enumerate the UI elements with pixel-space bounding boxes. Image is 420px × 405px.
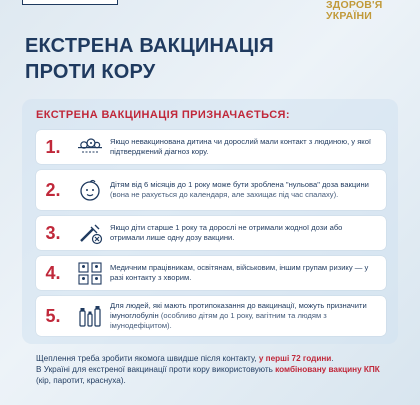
item-text: Дітям від 6 місяців до 1 року може бути зроблена "нульова" доза вакцини bbox=[110, 180, 369, 189]
footer-line-1-emphasis: у перші 72 години bbox=[258, 354, 332, 363]
item-number: 4. bbox=[45, 262, 61, 283]
footer-note bbox=[36, 353, 396, 386]
item-text: Для людей, які мають протипоказання до вакцинації, можуть призначити імуноглобулін bbox=[110, 301, 367, 320]
list-item-3 bbox=[36, 216, 386, 250]
item-number: 1. bbox=[45, 136, 61, 157]
logo-frame bbox=[22, 0, 118, 5]
footer-line-2-emphasis: комбіновану вакцину КПК bbox=[275, 365, 380, 374]
list-item-2 bbox=[36, 170, 386, 210]
footer-line-1 bbox=[36, 353, 396, 364]
item-number: 5. bbox=[45, 305, 61, 326]
item-note: (особливо дітям до 1 року, вагітним та людям з імунодефіцитом). bbox=[110, 311, 327, 330]
title-line-2: ПРОТИ КОРУ bbox=[25, 61, 156, 83]
vials-icon bbox=[70, 301, 110, 331]
page-title bbox=[25, 33, 274, 85]
item-note: (вона не рахується до календаря, але захищає під час спалаху). bbox=[110, 190, 339, 199]
list-item-5 bbox=[36, 296, 386, 336]
item-text: Медичним працівникам, освітянам, військовим, іншим групам ризику — у разі контакту з хворим. bbox=[110, 263, 369, 282]
footer-line-2-end: (кір, паротит, краснуха). bbox=[36, 376, 126, 385]
item-text: Якщо невакцинована дитина чи дорослий мали контакт з людиною, у якої підтверджений діагноз кору. bbox=[110, 137, 372, 156]
ministry-logo-text bbox=[326, 0, 382, 22]
item-list bbox=[36, 130, 386, 342]
ministry-line-1: ЗДОРОВ'Я bbox=[326, 0, 383, 11]
virus-contact-icon bbox=[70, 132, 110, 162]
item-text-block bbox=[110, 301, 386, 331]
item-number: 2. bbox=[45, 179, 61, 200]
item-number: 3. bbox=[45, 222, 61, 243]
baby-face-icon bbox=[70, 175, 110, 205]
list-item-1 bbox=[36, 130, 386, 164]
title-line-1: ЕКСТРЕНА ВАКЦИНАЦІЯ bbox=[25, 35, 274, 57]
people-group-icon bbox=[70, 258, 110, 288]
item-text-block bbox=[110, 180, 386, 200]
syringe-cross-icon bbox=[70, 218, 110, 248]
item-text: Якщо діти старше 1 року та дорослі не отримали жодної дози або отримали лише одну дозу вакцини. bbox=[110, 223, 343, 242]
footer-line-1-end: . bbox=[331, 354, 334, 363]
ministry-line-2: УКРАЇНИ bbox=[326, 10, 373, 22]
panel-heading: ЕКСТРЕНА ВАКЦИНАЦІЯ ПРИЗНАЧАЄТЬСЯ: bbox=[36, 109, 290, 121]
footer-line-2-start: В Україні для екстреної вакцинації проти кору використовують bbox=[36, 365, 276, 374]
list-item-4 bbox=[36, 256, 386, 290]
footer-line-2 bbox=[36, 364, 396, 386]
footer-line-1-start: Щеплення треба зробити якомога швидше після контакту, bbox=[36, 354, 259, 363]
